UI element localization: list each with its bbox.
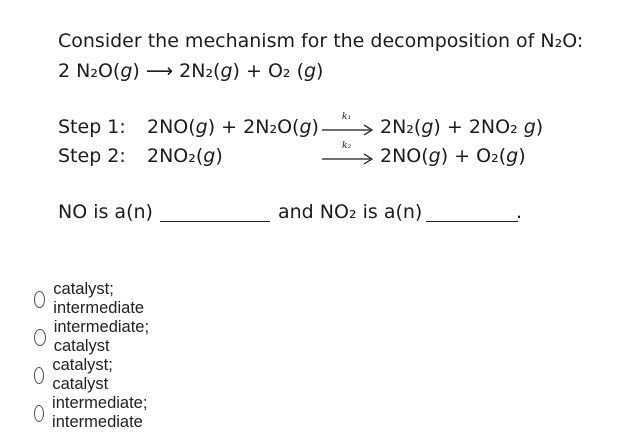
option-intermediate-intermediate[interactable] [34, 394, 154, 431]
option-catalyst-intermediate[interactable] [34, 280, 150, 317]
radio-button[interactable] [34, 367, 44, 384]
step-2-arrow [320, 141, 376, 167]
option-label: catalyst; catalyst [52, 356, 113, 393]
overall-reaction: 2 N₂O(g) ⟶ 2N₂(g) + O₂ (g) [58, 60, 324, 82]
option-label: intermediate; intermediate [52, 394, 148, 431]
option-label: intermediate; catalyst [53, 318, 150, 355]
step-2-label: Step 2: [58, 145, 126, 167]
blank-prompt-no2: and NO₂ is a(n) [278, 201, 423, 223]
option-catalyst-catalyst[interactable] [34, 356, 120, 393]
rate-constant-k2: k₂ [342, 141, 352, 151]
option-label: catalyst; intermediate [53, 280, 145, 317]
answer-blank-2 [426, 221, 518, 222]
sentence-period: . [516, 201, 523, 223]
radio-button[interactable] [34, 329, 46, 346]
step-1-label: Step 1: [58, 116, 126, 138]
radio-button[interactable] [34, 405, 44, 422]
blank-prompt-no: NO is a(n) [58, 201, 153, 223]
reaction-arrow: ⟶ [139, 60, 180, 82]
step-1-products: 2N₂(g) + 2NO₂ g) [380, 116, 544, 138]
step-1-reactants: 2NO(g) + 2N₂O(g) [147, 116, 319, 138]
answer-blank-1 [160, 221, 270, 222]
step-1-arrow [320, 112, 376, 138]
rate-constant-k1: k₁ [342, 112, 352, 122]
step-2-reactants: 2NO₂(g) [147, 145, 223, 167]
question-prompt: Consider the mechanism for the decomposition of N₂O: [58, 30, 584, 52]
radio-button[interactable] [34, 291, 45, 308]
step-2-products: 2NO(g) + O₂(g) [380, 145, 526, 167]
option-intermediate-catalyst[interactable] [34, 318, 154, 355]
